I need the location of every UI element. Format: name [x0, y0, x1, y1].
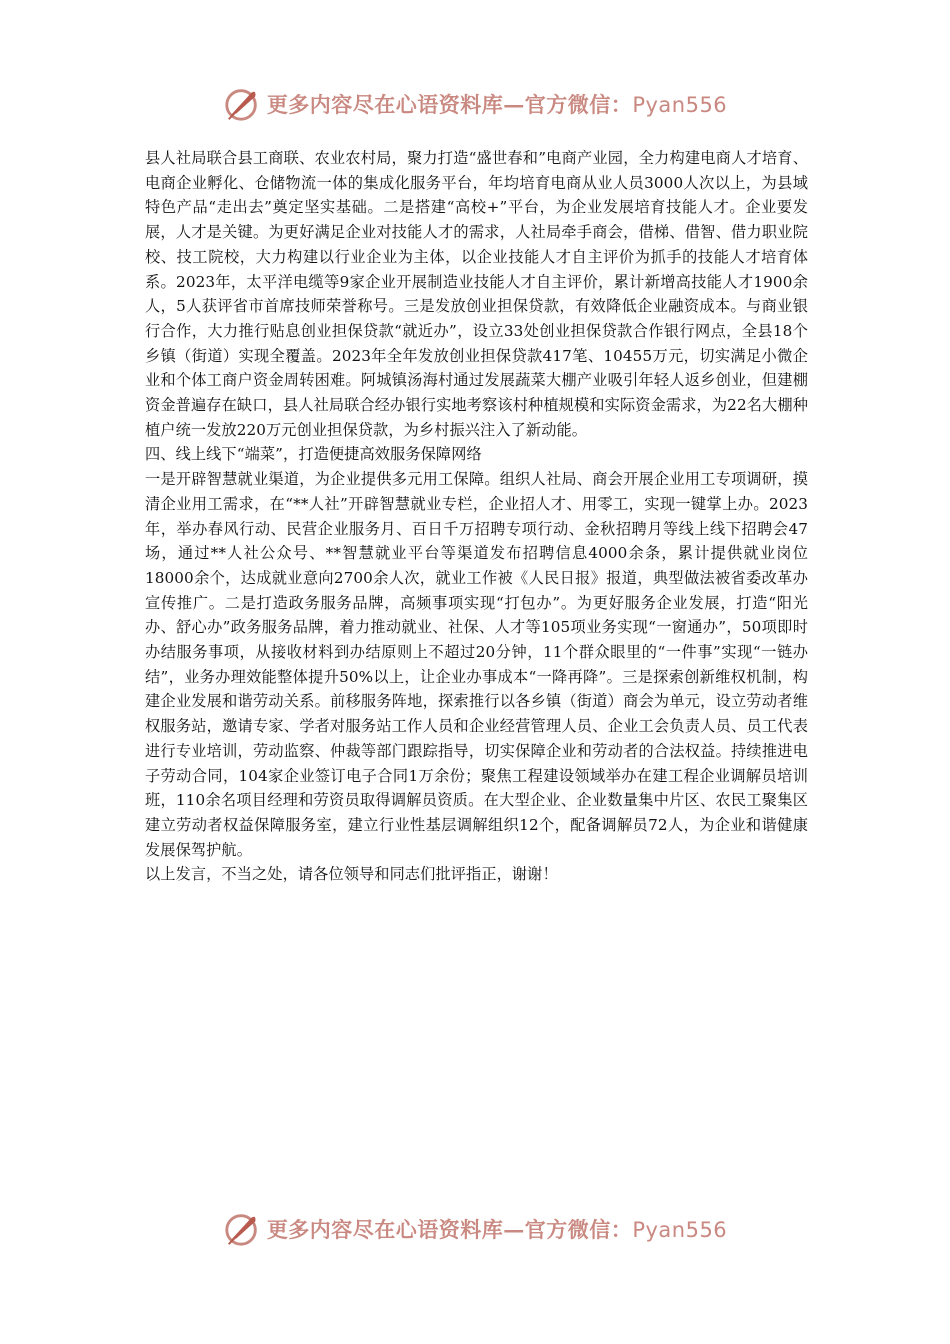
header-banner: [0, 82, 950, 126]
paragraph-1: 县人社局联合县工商联、农业农村局，聚力打造“盛世春和”电商产业园，全力构建电商人才培育、电商企业孵化、仓储物流一体的集成化服务平台，年均培育电商从业人员3000人次以上，为县域特色产品“走出去”奠定坚实基础。二是搭建“高校+”平台，为企业发展培育技能人才。企业要发展，人才是关键。为更好满足企业对技能人才的需求，人社局牵手商会，借梯、借智、借力职业院校、技工院校，大力构建以行业企业为主体，以企业技能人才自主评价为抓手的技能人才培育体系。2023年，太平洋电缆等9家企业开展制造业技能人才自主评价，累计新增高技能人才1900余人，5人获评省市首席技师荣誉称号。三是发放创业担保贷款，有效降低企业融资成本。与商业银行合作，大力推行贴息创业担保贷款“就近办”，设立33处创业担保贷款合作银行网点，全县18个乡镇（街道）实现全覆盖。2023年全年发放创业担保贷款417笔、10455万元，切实满足小微企业和个体工商户资金周转困难。阿城镇汤海村通过发展蔬菜大棚产业吸引年轻人返乡创业，但建棚资金普遍存在缺口，县人社局联合经办银行实地考察该村种植规模和实际资金需求，为22名大棚种植户统一发放220万元创业担保贷款，为乡村振兴注入了新动能。: [145, 149, 808, 439]
section-heading: 四、线上线下“端菜”，打造便捷高效服务保障网络: [145, 445, 482, 464]
banner-text: 更多内容尽在心语资料库—官方微信：Pyan556: [266, 92, 728, 117]
wechat-id: Pyan556: [632, 93, 728, 117]
quill-pen-icon: [223, 1210, 261, 1248]
document-body: [145, 146, 808, 887]
closing-remark: 以上发言，不当之处，请各位领导和同志们批评指正，谢谢！: [145, 865, 558, 884]
footer-banner: [0, 1207, 950, 1251]
banner-text: 更多内容尽在心语资料库—官方微信：Pyan556: [266, 1217, 728, 1242]
quill-pen-icon: [223, 85, 261, 123]
wechat-id: Pyan556: [632, 1218, 728, 1242]
paragraph-2: 一是开辟智慧就业渠道，为企业提供多元用工保障。组织人社局、商会开展企业用工专项调研，摸清企业用工需求，在“**人社”开辟智慧就业专栏，企业招人才、用零工，实现一键掌上办。2023年，举办春风行动、民营企业服务月、百日千万招聘专项行动、金秋招聘月等线上线下招聘会47场，通过**人社公众号、**智慧就业平台等渠道发布招聘信息4000余条，累计提供就业岗位18000余个，达成就业意向2700余人次，就业工作被《人民日报》报道，典型做法被省委改革办宣传推广。二是打造政务服务品牌，高频事项实现“打包办”。为更好服务企业发展，打造“阳光办、舒心办”政务服务品牌，着力推动就业、社保、人才等105项业务实现“一窗通办”，50项即时办结服务事项，从接收材料到办结原则上不超过20分钟，11个群众眼里的“一件事”实现“一链办结”，业务办理效能整体提升50%以上，让企业办事成本“一降再降”。三是探索创新维权机制，构建企业发展和谐劳动关系。前移服务阵地，探索推行以各乡镇（街道）商会为单元，设立劳动者维权服务站，邀请专家、学者对服务站工作人员和企业经营管理人员、企业工会负责人员、员工代表进行专业培训，劳动监察、仲裁等部门跟踪指导，切实保障企业和劳动者的合法权益。持续推进电子劳动合同，104家企业签订电子合同1万余份；聚焦工程建设领域举办在建工程企业调解员培训班，110余名项目经理和劳资员取得调解员资质。在大型企业、企业数量集中片区、农民工聚集区建立劳动者权益保障服务室，建立行业性基层调解组织12个，配备调解员72人，为企业和谐健康发展保驾护航。: [145, 470, 808, 859]
